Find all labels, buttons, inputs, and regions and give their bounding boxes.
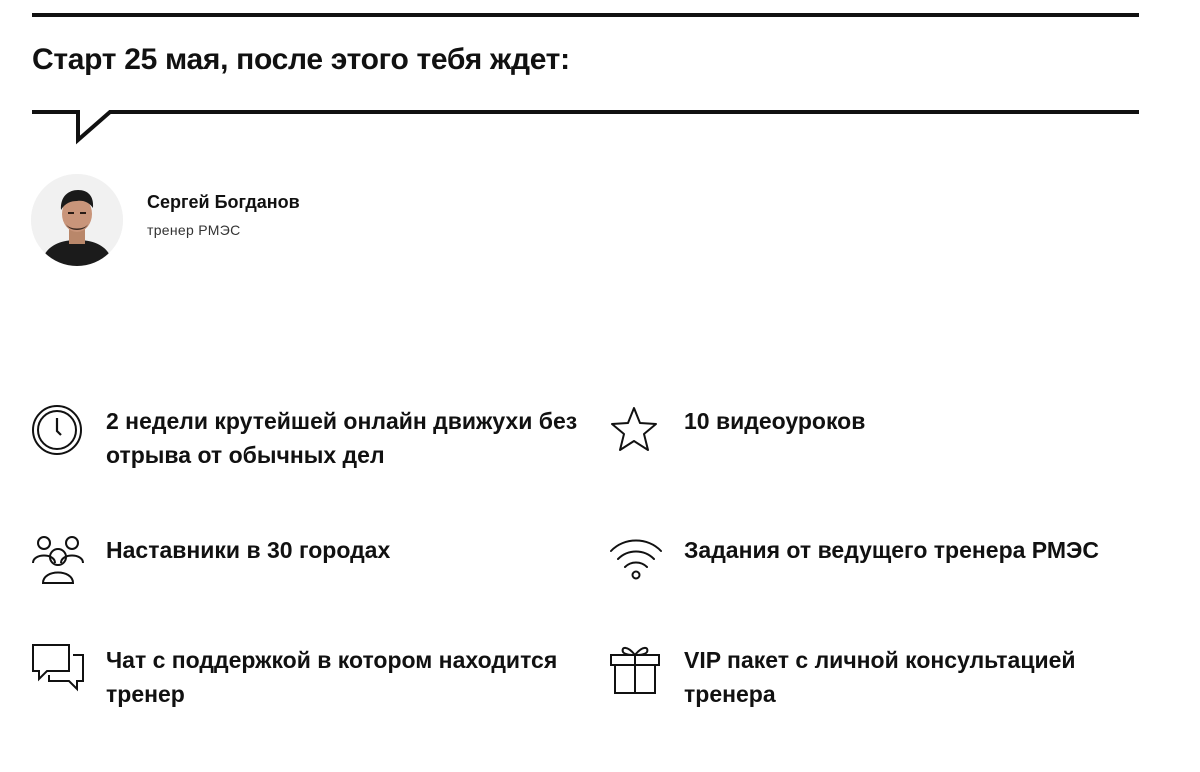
top-divider: [32, 13, 1139, 17]
avatar: [31, 174, 123, 266]
avatar-portrait-icon: [31, 174, 123, 266]
feature-text: Наставники в 30 городах: [106, 537, 391, 563]
page-title: Старт 25 мая, после этого тебя ждет:: [32, 43, 570, 76]
feature-text: Чат с поддержкой в котором находится тренер: [106, 647, 558, 707]
clock-icon: [31, 404, 83, 456]
feature-text: 2 недели крутейшей онлайн движухи без отрыва от обычных дел: [106, 408, 578, 468]
speech-bubble-divider: [0, 104, 1200, 154]
star-icon: [609, 404, 661, 456]
wifi-icon: [609, 533, 663, 585]
people-icon: [31, 533, 87, 587]
feature-text: 10 видеоуроков: [684, 408, 866, 434]
gift-icon: [609, 643, 663, 697]
chat-icon: [31, 643, 85, 695]
author-name: Сергей Богданов: [147, 192, 300, 212]
author-role: тренер РМЭС: [147, 222, 241, 238]
feature-text: Задания от ведущего тренера РМЭС: [684, 537, 1099, 563]
feature-text: VIP пакет с личной консультацией тренера: [684, 647, 1076, 707]
